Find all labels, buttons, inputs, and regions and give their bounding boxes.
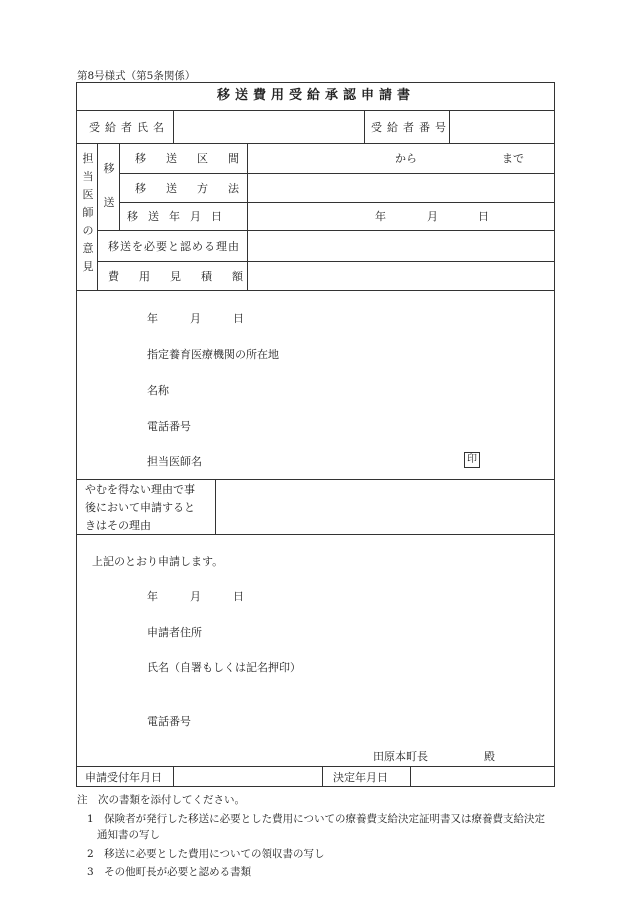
note-item-2: 2 移送に必要とした費用についての領収書の写し (87, 848, 325, 860)
recipient-name-field[interactable] (174, 111, 364, 143)
recipient-number-field[interactable] (450, 111, 554, 143)
note-item-1-line-2: 通知書の写し (97, 829, 160, 841)
recipient-number-label: 受給者番号 (371, 121, 451, 134)
divider (77, 290, 554, 291)
seal-mark: 印 (464, 452, 480, 468)
transport-group-label: 移 送 (103, 162, 115, 209)
transport-date-field[interactable] (248, 203, 554, 230)
application-date-year: 年 (147, 590, 158, 603)
divider (322, 766, 323, 786)
route-field[interactable] (248, 144, 554, 173)
divider (77, 534, 554, 535)
decided-date-field[interactable] (411, 767, 554, 786)
institution-date-year: 年 (147, 312, 158, 325)
applicant-phone-label: 電話番号 (147, 715, 191, 728)
cost-estimate-label: 費用見積額 (108, 270, 263, 283)
method-field[interactable] (248, 174, 554, 202)
divider (97, 143, 98, 290)
note-item-1-line-1: 1 保険者が発行した移送に必要とした費用についての療養費支給決定証明書又は療養費支給決定 (87, 813, 545, 825)
application-date-day: 日 (233, 590, 244, 603)
transport-date-year: 年 (375, 210, 386, 223)
received-date-label: 申請受付年月日 (85, 771, 162, 784)
application-statement: 上記のとおり申請します。 (92, 555, 224, 568)
late-reason-field[interactable] (216, 480, 554, 534)
transport-reason-label: 移送を必要と認める理由 (108, 240, 240, 253)
divider (119, 143, 120, 230)
late-reason-line-2: 後において申請すると (85, 501, 195, 514)
route-to-text: まで (502, 152, 524, 165)
form-title: 移送費用受給承認申請書 (217, 88, 416, 103)
form-number-label: 第8号様式（第5条関係） (77, 70, 196, 82)
transport-reason-field[interactable] (248, 231, 554, 261)
doctor-opinion-group-label: 担 当 医 師 の 意 見 (82, 152, 94, 273)
honorific-label: 殿 (484, 750, 495, 763)
cost-estimate-field[interactable] (248, 262, 554, 290)
transport-date-month: 月 (427, 210, 438, 223)
transport-date-day: 日 (478, 210, 489, 223)
institution-date-day: 日 (233, 312, 244, 325)
late-reason-line-3: きはその理由 (85, 519, 151, 532)
transport-date-label: 移送年月日 (127, 210, 232, 223)
institution-name-label: 名称 (147, 384, 169, 397)
method-label: 移送方法 (135, 182, 259, 195)
attending-doctor-label: 担当医師名 (147, 455, 202, 468)
notes-header: 注 次の書類を添付してください。 (77, 794, 245, 806)
applicant-address-label: 申請者住所 (147, 626, 202, 639)
route-from-text: から (395, 152, 417, 165)
late-reason-line-1: やむを得ない理由で事 (85, 483, 195, 496)
applicant-name-label: 氏名（自署もしくは記名押印） (147, 661, 301, 674)
note-item-3: 3 その他町長が必要と認める書類 (87, 866, 252, 878)
institution-phone-label: 電話番号 (147, 420, 191, 433)
recipient-name-label: 受給者氏名 (89, 121, 169, 134)
application-date-month: 月 (190, 590, 201, 603)
addressee-label: 田原本町長 (373, 750, 428, 763)
institution-date-month: 月 (190, 312, 201, 325)
institution-address-label: 指定養育医療機関の所在地 (147, 348, 279, 361)
decided-date-label: 決定年月日 (333, 771, 388, 784)
divider (364, 110, 365, 143)
route-label: 移送区間 (135, 152, 259, 165)
application-form-table (76, 82, 555, 787)
received-date-field[interactable] (174, 767, 322, 786)
